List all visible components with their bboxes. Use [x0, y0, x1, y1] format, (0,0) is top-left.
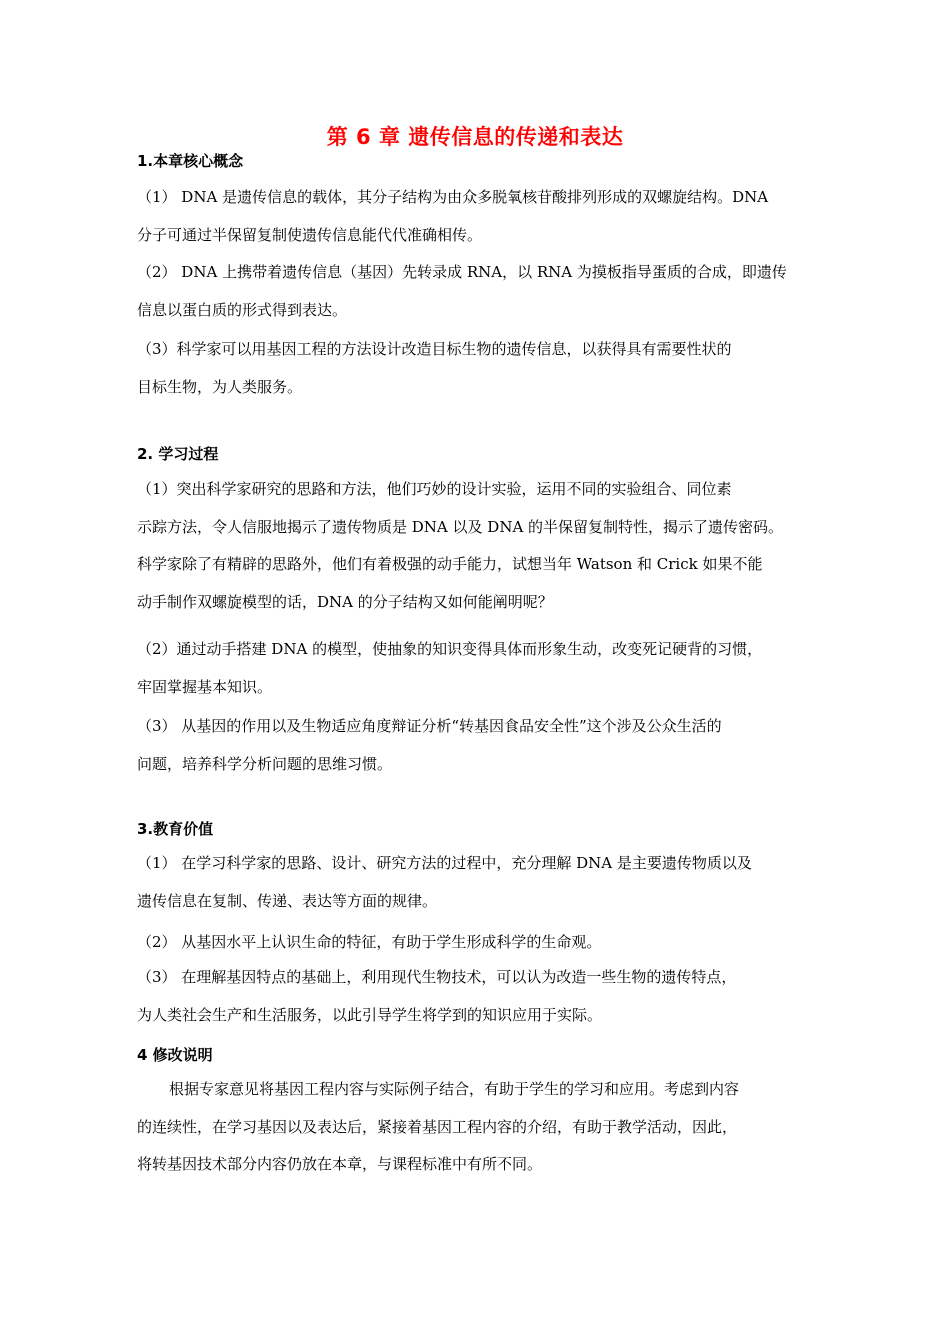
- text-line: （2） 从基因水平上认识生命的特征，有助于学生形成科学的生命观。: [137, 933, 602, 951]
- text-line: 目标生物，为人类服务。: [137, 377, 303, 396]
- text-line: 分子可通过半保留复制使遗传信息能代代准确相传。: [137, 225, 483, 244]
- paragraph-process-3: [137, 708, 827, 783]
- text-line: （2） DNA 上携带着遗传信息（基因）先转录成 RNA，以 RNA 为摸板指导蛋质的合成，即遗传: [137, 263, 787, 281]
- section-heading-educational-value: 3.教育价值: [137, 820, 214, 838]
- text-line: 的连续性，在学习基因以及表达后，紧接着基因工程内容的介绍，有助于教学活动，因此，: [137, 1117, 738, 1136]
- paragraph-core-1: [137, 179, 827, 254]
- paragraph-value-2: [137, 924, 827, 962]
- text-line: （3） 从基因的作用以及生物适应角度辩证分析“转基因食品安全性”这个涉及公众生活的: [137, 717, 722, 735]
- text-line: 为人类社会生产和生活服务，以此引导学生将学到的知识应用于实际。: [137, 1005, 603, 1024]
- paragraph-process-2: [137, 631, 827, 706]
- section-heading-revision-notes: 4 修改说明: [137, 1046, 213, 1064]
- text-line: （1）突出科学家研究的思路和方法，他们巧妙的设计实验，运用不同的实验组合、同位素: [137, 480, 732, 498]
- text-line: （3） 在理解基因特点的基础上，利用现代生物技术，可以认为改造一些生物的遗传特点，: [137, 968, 737, 986]
- paragraph-revision-1: [137, 1071, 827, 1184]
- text-line: （3）科学家可以用基因工程的方法设计改造目标生物的遗传信息，以获得具有需要性状的: [137, 340, 732, 358]
- chapter-title: 第 6 章 遗传信息的传递和表达: [326, 125, 624, 149]
- text-line: 信息以蛋白质的形式得到表达。: [137, 300, 348, 319]
- text-line: 遗传信息在复制、传递、表达等方面的规律。: [137, 891, 438, 910]
- section-heading-learning-process: 2. 学习过程: [137, 445, 219, 463]
- text-line: 动手制作双螺旋模型的话，DNA 的分子结构又如何能阐明呢？: [137, 592, 553, 611]
- text-line: （1） 在学习科学家的思路、设计、研究方法的过程中，充分理解 DNA 是主要遗传物质以及: [137, 854, 752, 872]
- text-line: 问题，培养科学分析问题的思维习惯。: [137, 754, 393, 773]
- text-line: 根据专家意见将基因工程内容与实际例子结合，有助于学生的学习和应用。考虑到内容: [169, 1080, 740, 1098]
- section-heading-core-concepts: 1.本章核心概念: [137, 152, 244, 170]
- paragraph-value-1: [137, 845, 827, 920]
- text-line: （2）通过动手搭建 DNA 的模型，使抽象的知识变得具体而形象生动，改变死记硬背的习惯，: [137, 640, 763, 658]
- paragraph-core-2: [137, 254, 827, 329]
- text-line: 牢固掌握基本知识。: [137, 677, 273, 696]
- paragraph-value-3: [137, 959, 827, 1034]
- text-line: （1） DNA 是遗传信息的载体，其分子结构为由众多脱氧核苷酸排列形成的双螺旋结构。DNA: [137, 188, 769, 206]
- text-line: 科学家除了有精辟的思路外，他们有着极强的动手能力，试想当年 Watson 和 Crick 如果不能: [137, 555, 763, 573]
- text-line: 将转基因技术部分内容仍放在本章，与课程标准中有所不同。: [137, 1155, 543, 1173]
- text-line: 示踪方法，令人信服地揭示了遗传物质是 DNA 以及 DNA 的半保留复制特性，揭示了遗传密码。: [137, 517, 784, 536]
- paragraph-process-1: [137, 471, 827, 621]
- paragraph-core-3: [137, 331, 827, 406]
